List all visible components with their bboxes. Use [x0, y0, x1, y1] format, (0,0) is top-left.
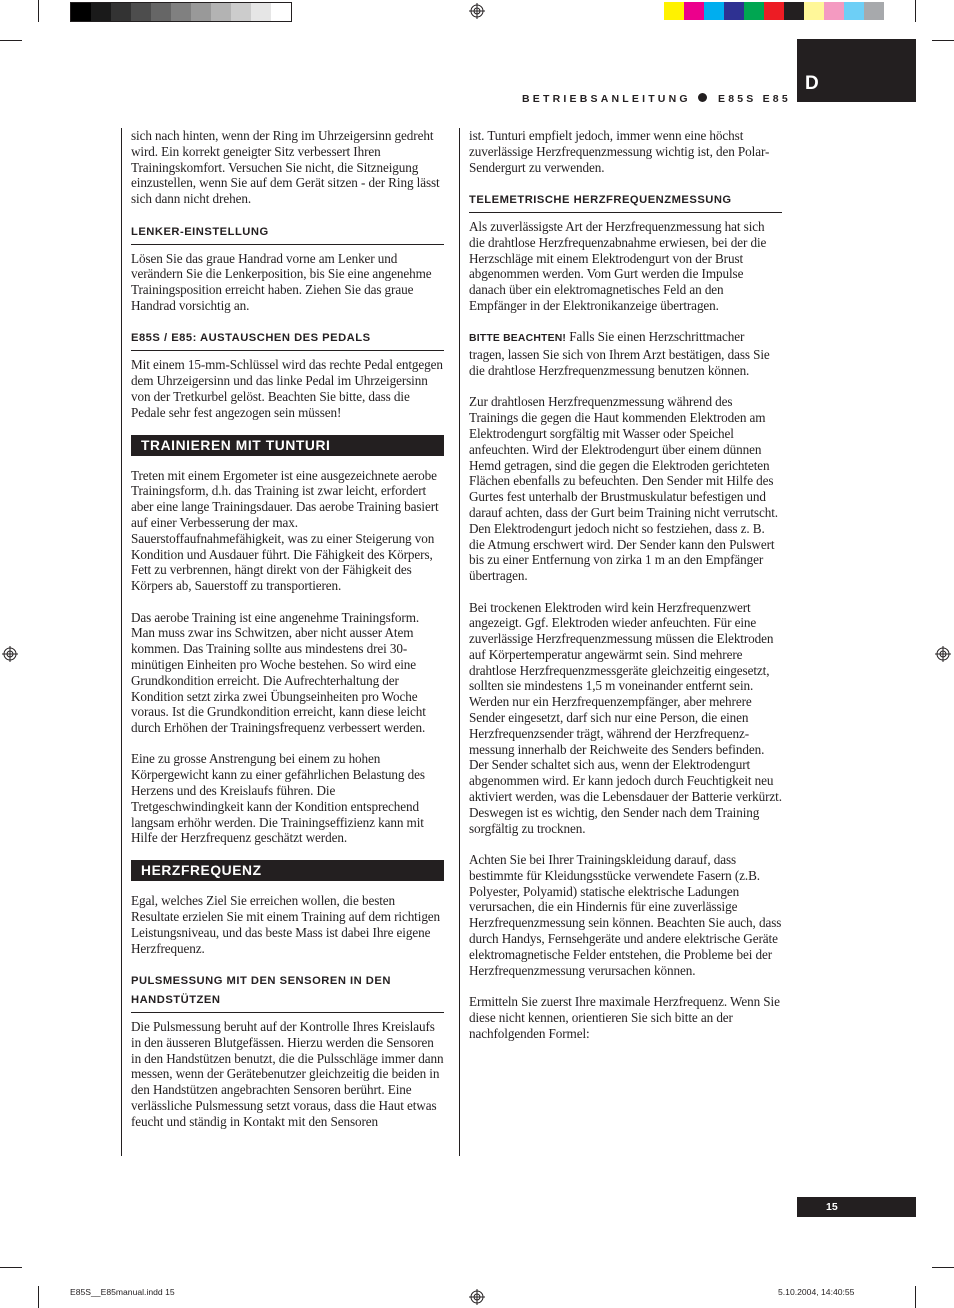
color-swatch: [111, 3, 131, 21]
trainieren-paragraph-2: Das aerobe Training ist eine angenehme Trainingsform. Man muss zwar ins Schwitzen, aber nicht ausser Atem kommen. Das Training sollte aus mindestens drei 30-minütigen Einheiten pro Woche bestehen. So wird eine Grundkondition erreicht. Die Aufrechterhaltung der Kondition setzt zirka zwei Übungseinheiten pro Woche voraus. Ist die Grundkondition erreicht, kann diese leicht durch Erhöhen der Trainingsfrequenz verbessert werden.: [131, 609, 426, 736]
trainieren-paragraph-3: Eine zu grosse Anstrengung bei einem zu hohen Körpergewicht kann zu einer gefährlichen Belastung des Herzens und des Kreislaufs führen. Die Tretgeschwindingkeit kann der Kondition entsprechend langsam erhöhr werden. Die Trainingseffizienz kann mit Hilfe der Herzfrequenz geschätzt werden.: [131, 751, 425, 846]
color-swatch: [251, 3, 271, 21]
page-number: 15: [797, 1197, 916, 1217]
column-rule-middle: [459, 128, 460, 1156]
color-swatch: [664, 2, 684, 20]
pedal-heading: E85S / E85: AUSTAUSCHEN DES PEDALS: [131, 329, 444, 351]
crop-mark: [38, 0, 39, 22]
telemetrie-paragraph-3: Bei trockenen Elektroden wird kein Herzfrequenzwert angezeigt. Ggf. Elektroden wieder anfeuchten. Für eine zuverlässige Herzfrequenzmessung müssen die Elektroden auf Körpertemperatur angewärmt sein. Sind mehrere drahtlose Herzfrequenzmessgeräte gleichzeitig eingesetzt, sollten sie mindestens 1,5 m voneinander entfernt sein. Werden nur ein Herzfrequenzempfänger, aber mehrere Sender eingesetzt, darf sich nur eine Person, die einen Herzfrequenzsender trägt, während der Herzfrequenz-messung innerhalb der Reichweite des Senders befinden. Der Sender schaltet sich aus, wenn der Elektrodengurt abgenommen wird. Er kann jedoch durch Feuchtigkeit neu aktiviert werden, was die Lebensdauer der Batterie verkürzt. Deswegen ist es wichtig, den Sender nach dem Training sorgfältig zu trocknen.: [469, 599, 782, 836]
color-swatch: [211, 3, 231, 21]
color-swatch: [744, 2, 764, 20]
color-swatch: [804, 2, 824, 20]
language-tab: [797, 39, 916, 102]
telemetrie-paragraph-4: Achten Sie bei Ihrer Trainingskleidung darauf, dass bestimmte für Kleidungsstücke verwendete Fasern (z.B. Polyester, Polyamid) statische elektrische Ladungen verursachen, die ein Hindernis für eine zuverlässige Herzfrequenzmessung sein können. Beachten Sie auch, dass durch Handys, Fernsehgeräte und andere elektrische Geräte elektromagnetische Felder entstehen, die Probleme bei der Herzfrequenzmessung verursachen können.: [469, 852, 782, 978]
date-slug: 5.10.2004, 14:40:55: [778, 1287, 855, 1297]
color-swatch: [824, 2, 844, 20]
lenker-heading: LENKER-EINSTELLUNG: [131, 223, 444, 245]
crop-mark: [38, 1286, 39, 1308]
column-rule-left: [121, 128, 122, 1156]
grayscale-control-strip: [70, 2, 292, 22]
herzfrequenz-section-title: HERZFREQUENZ: [131, 860, 444, 881]
color-swatch: [131, 3, 151, 21]
left-column: [131, 128, 444, 1130]
color-swatch: [191, 3, 211, 21]
color-swatch: [231, 3, 251, 21]
pedal-paragraph: Mit einem 15-mm-Schlüssel wird das rechte Pedal entgegen dem Uhrzeigersinn und das linke Pedal im Uhrzeigersinn von der Tretkurbel gelöst. Beachten Sie bitte, dass die Pedale sehr fest angezogen sein müssen!: [131, 357, 443, 420]
caution-text: Falls Sie einen Herzschrittmacher tragen, lassen Sie sich von Ihrem Arzt bestätigen, dass Sie die drahtlose Herzfrequenzmessung benutzen können.: [469, 329, 770, 378]
color-swatch: [151, 3, 171, 21]
crop-mark: [932, 1267, 954, 1268]
color-swatch: [71, 3, 91, 21]
herzfrequenz-paragraph: Egal, welches Ziel Sie erreichen wollen, die besten Resultate erzielen Sie mit einem Training auf dem richtigen Leistungsniveau, und das beste Mass ist dabei Ihre eigene Herzfrequenz.: [131, 893, 441, 956]
color-swatch: [91, 3, 111, 21]
crop-mark: [915, 1286, 916, 1308]
telemetrie-paragraph-5: Ermitteln Sie zuerst Ihre maximale Herzfrequenz. Wenn Sie diese nicht kennen, orientieren Sie sich bitte an der nachfolgenden Formel:: [469, 994, 780, 1041]
crop-mark: [915, 0, 916, 22]
color-swatch: [271, 3, 291, 21]
color-swatch: [844, 2, 864, 20]
pulsmessung-heading: PULSMESSUNG MIT DEN SENSOREN IN DEN HANDSTÜTZEN: [131, 972, 444, 1013]
telemetrie-heading: TELEMETRISCHE HERZFREQUENZMESSUNG: [469, 191, 782, 213]
color-swatch: [784, 2, 804, 20]
telemetrie-paragraph-2: Zur drahtlosen Herzfrequenzmessung während des Trainings die gegen die Haut kommenden Elektroden am Elektrodengurt sorgfältig mit Wasser oder Speichel anfeuchten. Wird der Elektrodengurt über einem dünnen Hemd getragen, sind die gegen die Elektroden gerichteten Flächen ebenfalls zu befeuchten. Den Sender mit Hilfe des Gurtes fest unterhalb der Brustmuskulatur befestigen und darauf achten, dass der Gurt beim Training nicht verrutscht. Den Elektrodengurt jedoch nicht so festziehen, dass z. B. die Atmung erschwert wird. Der Sender kann den Pulswert bis zu einer Entfernung von zirka 1 m an den Empfänger übertragen.: [469, 394, 778, 584]
color-swatch: [764, 2, 784, 20]
right-column: [469, 128, 782, 1041]
caution-paragraph: [469, 329, 782, 378]
registration-mark-icon: [469, 1289, 485, 1305]
color-swatch: [684, 2, 704, 20]
caution-label: BITTE BEACHTEN!: [469, 333, 567, 345]
color-swatch: [171, 3, 191, 21]
lenker-paragraph: Lösen Sie das graue Handrad vorne am Lenker und verändern Sie die Lenkerposition, bis Sie eine angenehme Trainingsposition erreicht haben. Ziehen Sie das graue Handrad vorsichtig an.: [131, 250, 432, 313]
registration-mark-icon: [469, 3, 485, 19]
color-swatch: [724, 2, 744, 20]
crop-mark: [932, 40, 954, 41]
intro-paragraph: sich nach hinten, wenn der Ring im Uhrzeigersinn gedreht wird. Ein korrekt geneigter Sitz verbessert Ihren Trainingskomfort. Versuchen Sie nicht, die Sitzneigung einzustellen, wenn Sie auf dem Gerät sitzen - der Ring lässt sich dann nicht drehen.: [131, 128, 440, 207]
model-name: E85S E85: [718, 93, 791, 105]
bullet-icon: [698, 93, 707, 102]
trainieren-paragraph-1: Treten mit einem Ergometer ist eine ausgezeichnete aerobe Trainingsform, d.h. das Training ist zwar leicht, erfordert aber eine lange Trainingsdauer. Das aerobe Training basiert auf einer Verbesserung der max. Sauerstoffaufnahmefähigkeit, was zu einer Steigerung von Kondition und Ausdauer führt. Die Fähigkeit des Körpers, Fett zu verbrennen, hängt direkt von der Fähigkeit des Körpers ab, Sauerstoff zu transportieren.: [131, 467, 439, 594]
telemetrie-paragraph-1: Als zuverlässigste Art der Herzfrequenzmessung hat sich die drahtlose Herzfrequenzabnahme erwiesen, bei der die Herzschläge mit einem Elektrodengurt von der Brust abgenommen werden. Vom Gurt werden die Impulse danach über ein elektromagnetisches Feld an den Empfänger in der Elektronikanzeige übertragen.: [469, 218, 767, 313]
language-code: D: [805, 73, 819, 94]
running-title: BETRIEBSANLEITUNG: [522, 93, 691, 105]
pulsmessung-paragraph: Die Pulsmessung beruht auf der Kontrolle Ihres Kreislaufs in den äusseren Blutgefässen. Hierzu werden die Sensoren in den Handstützen benutzt, die die Pulsschläge immer dann messen, wenn der Gerätebenutzer gleichzeitig die beiden in den Handstützen angebrachten Sensoren berührt. Eine verlässliche Pulsmessung setzt voraus, dass die Haut etwas feucht und ständig in Kontakt mit den Sensoren: [131, 1019, 444, 1129]
color-control-strip: [664, 2, 884, 20]
crop-mark: [0, 40, 22, 41]
color-swatch: [864, 2, 884, 20]
file-slug: E85S__E85manual.indd 15: [70, 1287, 175, 1297]
registration-mark-icon: [935, 646, 951, 662]
color-swatch: [704, 2, 724, 20]
trainieren-section-title: TRAINIEREN MIT TUNTURI: [131, 435, 444, 456]
registration-mark-icon: [2, 646, 18, 662]
crop-mark: [0, 1267, 22, 1268]
continuation-paragraph: ist. Tunturi empfielt jedoch, immer wenn eine höchst zuverlässige Herzfrequenzmessung wichtig ist, den Polar-Sendergurt zu verwenden.: [469, 128, 770, 175]
